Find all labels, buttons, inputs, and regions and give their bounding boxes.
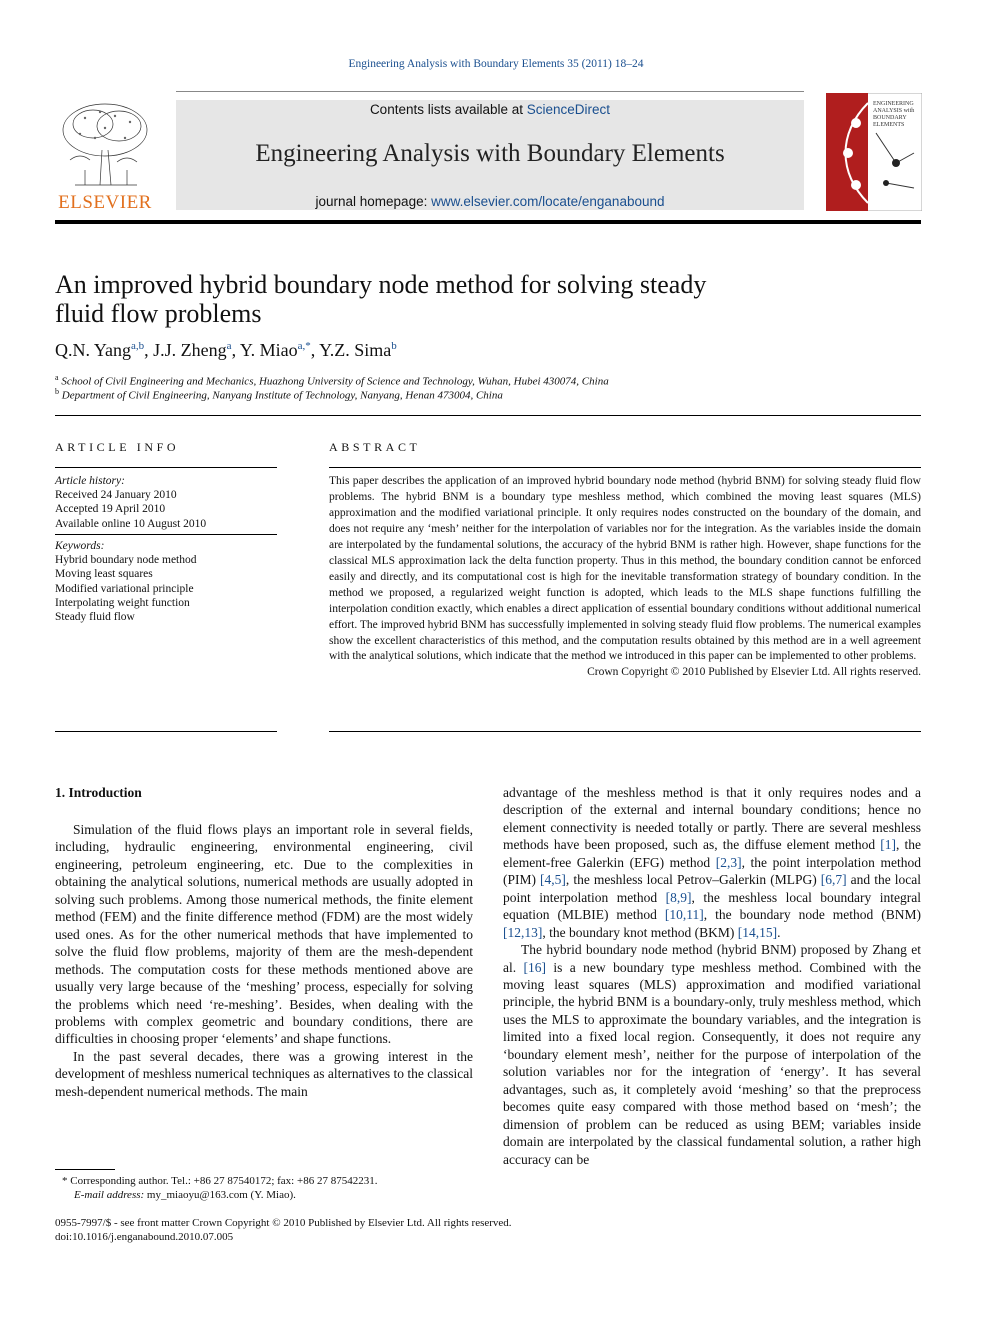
affiliation-marker: a xyxy=(55,373,59,382)
history-label: Article history: xyxy=(55,475,125,487)
text-run: and the local point interpolation method xyxy=(503,872,921,905)
footnote-rule xyxy=(55,1169,115,1170)
affiliation-text: School of Civil Engineering and Mechanics, Huazhong University of Science and Technology, Wuhan, Hubei 430074, China xyxy=(61,375,609,388)
text-run: is a new boundary type meshless method. Combined with the moving least squares (MLS) approximation and modified variational principle, the hybrid BNM is a boundary-only, truly meshless method, which uses the MLS to approximate the boundary variables, and the integration is limited into a fixed local region. Consequently, it does not require any ‘boundary element mesh’, neither for the purpose of interpolation of the solution variables nor for the integration of ‘energy’. It has several advantages, such as, it completely avoid ‘meshing’ so that the preprocess becomes quite easy compared with those method based on ‘mesh’; the dimension of problem can be reduced as using BEM; variables inside domain are interpolated by the classical fundamental solution, a rather high accuracy can be xyxy=(503,959,921,1167)
article-history xyxy=(55,474,277,531)
abstract-copyright: Crown Copyright © 2010 Published by Elsevier Ltd. All rights reserved. xyxy=(587,666,921,679)
journal-citation[interactable]: Engineering Analysis with Boundary Elements 35 (2011) 18–24 xyxy=(348,58,644,70)
header-top-rule xyxy=(176,91,804,92)
text-run: , the meshless local Petrov–Galerkin (MLPG) xyxy=(565,872,821,888)
citation-link[interactable]: [8,9] xyxy=(665,889,692,905)
history-received: Received 24 January 2010 xyxy=(55,489,177,502)
divider xyxy=(55,415,921,416)
title-line-1: An improved hybrid boundary node method for solving steady xyxy=(55,270,707,299)
citation-link[interactable]: [14,15] xyxy=(737,924,778,940)
keyword: Modified variational principle xyxy=(55,582,194,595)
elsevier-logo xyxy=(55,100,155,212)
issn-line: 0955-7997/$ - see front matter Crown Copyright © 2010 Published by Elsevier Ltd. All rights reserved. xyxy=(55,1217,512,1229)
journal-title: Engineering Analysis with Boundary Elements xyxy=(255,140,725,167)
history-online: Available online 10 August 2010 xyxy=(55,517,207,530)
contents-prefix: Contents lists available at xyxy=(369,102,527,117)
keyword: Steady fluid flow xyxy=(55,611,135,624)
elsevier-wordmark: ELSEVIER xyxy=(58,192,152,212)
divider xyxy=(329,467,921,468)
intro-paragraph-2: In the past several decades, there was a growing interest in the development of meshless numerical techniques as alternatives to the classical mesh-dependent numerical methods. The main xyxy=(55,1048,473,1099)
author-affiliation-sup[interactable]: a xyxy=(226,340,232,352)
author-name[interactable]: J.J. Zheng xyxy=(153,340,227,360)
keyword: Interpolating weight function xyxy=(55,596,190,609)
divider xyxy=(55,534,277,535)
citation-link[interactable]: [6,7] xyxy=(820,872,847,888)
journal-cover-icon xyxy=(826,93,922,211)
divider xyxy=(329,731,921,732)
elsevier-tree-icon xyxy=(55,100,155,212)
doi-line[interactable]: doi:10.1016/j.enganabound.2010.07.005 xyxy=(55,1231,234,1243)
intro-right-column xyxy=(503,784,921,1168)
citation-link[interactable]: [4,5] xyxy=(540,872,566,888)
citation-link[interactable]: [2,3] xyxy=(715,854,742,870)
text-run: , the meshless local boundary integral equation (MLBIE) method xyxy=(503,889,921,923)
homepage-line xyxy=(176,194,804,209)
svg-text:BOUNDARY: BOUNDARY xyxy=(873,115,907,121)
article-title xyxy=(55,270,815,328)
keywords-label: Keywords: xyxy=(55,540,105,552)
author-name[interactable]: Y. Miao xyxy=(239,340,298,360)
section-heading-introduction: 1. Introduction xyxy=(55,785,142,800)
text-run: , the element-free Galerkin (EFG) method xyxy=(503,837,922,870)
header-thick-rule xyxy=(55,220,921,224)
divider xyxy=(55,731,277,732)
abstract-text: This paper describes the application of an improved hybrid boundary node method (hybrid BNM) for solving steady fluid flow problems. The hybrid BNM is a boundary type meshless method, which combined the moving least squares (MLS) approximation and the modified variational principle. It only requires nodes constructed on the boundary of the domain, and does not require any ‘mesh’ neither for the interpolation of variables nor for the integration. As the variables inside the domain are interpolated by the fundamental solutions, the accuracy of the hybrid BNM is rather high. However, shape functions for the classical MLS approximation lack the delta function property. Thus in this method, the boundary condition cannot be enforced easily and directly, and its computational cost is high for the inevitable transformation strategy of boundary condition. In the method we proposed, a regularized weight function is adopted, which leads to the MLS shape functions fulfilling the interpolation condition exactly, which enables a direct application of essential boundary conditions without additional numerical effort. The improved hybrid BNM has successfully implemented in solving steady fluid flow problems. The numerical examples show the excellent characteristics of this method, and the computation results obtained by this method are in a well agreement with the analytical solutions, which indicate that the method we introduced in this paper can be implemented to other problems. xyxy=(329,475,921,663)
intro-paragraph-1: Simulation of the fluid flows plays an important role in several fields, including, hydraulic engineering, environmental engineering, civil engineering, petroleum engineering, etc. Due to the complexities in obtaining the analytical solutions, numerical methods are usually adopted in solving such problems. Among those numerical methods, the finite element method (FEM) and the finite difference method (FDM) are the most widely used ones. As for the other numerical methods that have implemented to solve the fluid flow problems, majority of them are the mesh-dependent methods. The computation costs for these methods mentioned above are usually very large because of the ‘meshing’ process, especially for solving the problems which need ‘re-meshing’. Besides, when dealing with the problems with complex geometric and boundary conditions, there are difficulties in choosing proper ‘elements’ and shape functions. xyxy=(55,822,473,1047)
title-line-2: fluid flow problems xyxy=(55,299,262,328)
text-run: , the boundary knot method (BKM) xyxy=(542,924,738,940)
citation-link[interactable]: [10,11] xyxy=(664,907,704,923)
text-run: advantage of the meshless method is that it only requires nodes and a description of the external and internal boundary conditions; hence no element connectivity is needed totally or partly. There are several meshless methods have been proposed, such as, the diffuse element method xyxy=(503,785,921,853)
text-run: . xyxy=(777,924,781,940)
author-name[interactable]: Y.Z. Sima xyxy=(319,340,392,360)
keywords xyxy=(55,539,277,624)
citation-link[interactable]: [1] xyxy=(880,837,896,853)
author-affiliation-sup[interactable]: b xyxy=(391,340,397,352)
author-list: Q.N. Yang$^{a,b}$, J.J. Zheng$^a$, Y. Miao$^{a,*}$, Y.Z. Sima$^b$ xyxy=(55,340,397,360)
article-info-heading: ARTICLE INFO xyxy=(55,440,180,454)
svg-text:ELEMENTS: ELEMENTS xyxy=(873,122,905,128)
contents-line xyxy=(176,102,804,117)
sciencedirect-link[interactable]: ScienceDirect xyxy=(526,102,611,117)
citation-link[interactable]: [12,13] xyxy=(503,924,543,940)
affiliation-a xyxy=(55,373,609,388)
email-label: E-mail address: xyxy=(74,1189,145,1201)
homepage-prefix: journal homepage: xyxy=(315,194,432,209)
svg-text:ENGINEERING: ENGINEERING xyxy=(873,101,914,107)
divider xyxy=(55,467,277,468)
author-name[interactable]: Q.N. Yang xyxy=(55,340,132,360)
email-note xyxy=(74,1189,296,1201)
text-run: , the point interpolation method (PIM) xyxy=(503,854,921,888)
affiliation-b xyxy=(55,387,503,402)
homepage-link[interactable]: www.elsevier.com/locate/enganabound xyxy=(431,194,665,209)
corresponding-author-note: * Corresponding author. Tel.: +86 27 87540172; fax: +86 27 87542231. xyxy=(62,1175,378,1187)
intro-paragraph-3 xyxy=(503,784,921,941)
intro-left-column xyxy=(55,821,473,1100)
keyword: Moving least squares xyxy=(55,568,153,581)
author-affiliation-sup[interactable]: a,* xyxy=(297,340,311,352)
affiliation-marker: b xyxy=(55,387,59,396)
history-accepted: Accepted 19 April 2010 xyxy=(55,503,166,516)
abstract-heading: ABSTRACT xyxy=(329,440,421,454)
text-run: The hybrid boundary node method (hybrid BNM) proposed by Zhang et al. xyxy=(503,942,921,975)
text-run: , the boundary node method (BNM) xyxy=(703,907,922,923)
keyword: Hybrid boundary node method xyxy=(55,554,197,567)
svg-text:ANALYSIS with: ANALYSIS with xyxy=(873,108,915,114)
citation-link[interactable]: [16] xyxy=(523,959,547,975)
journal-cover-image xyxy=(826,93,922,211)
affiliation-text: Department of Civil Engineering, Nanyang Institute of Technology, Nanyang, Henan 473004, China xyxy=(61,389,503,402)
abstract-body xyxy=(329,474,921,681)
intro-paragraph-4 xyxy=(503,941,921,1168)
email-address[interactable]: my_miaoyu@163.com (Y. Miao). xyxy=(144,1189,296,1201)
author-affiliation-sup[interactable]: a,b xyxy=(131,340,145,352)
